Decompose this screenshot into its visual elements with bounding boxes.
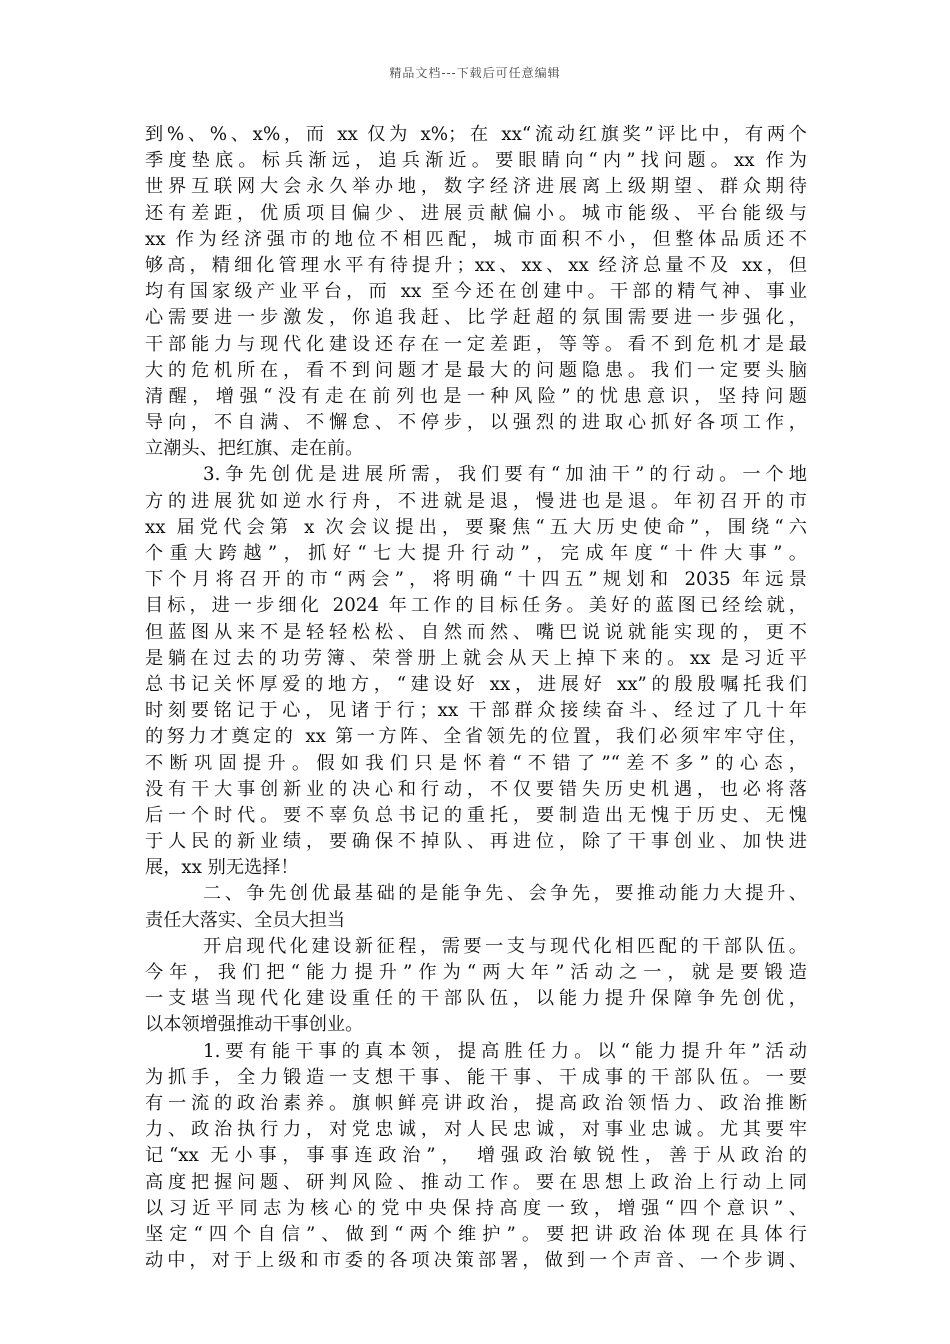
text-line: xx 作为经济强市的地位不相匹配，城市面积不小，但整体品质还不	[145, 228, 807, 250]
text-line: 后一个时代。要不辜负总书记的重托，要制造出无愧于历史、无愧	[145, 804, 807, 826]
text-line: 动中，对于上级和市委的各项决策部署，做到一个声音、一个步调、	[145, 1250, 807, 1272]
text-line: 展，xx 别无选择！	[145, 857, 299, 879]
text-line: 够高，精细化管理水平有待提升；xx、xx、xx 经济总量不及 xx，但	[145, 254, 807, 276]
text-line: 大的危机所在，看不到问题才是最大的问题隐患。我们一定要头脑	[145, 359, 807, 381]
text-line: 均有国家级产业平台，而 xx 至今还在创建中。干部的精气神、事业	[145, 281, 807, 303]
text-line: 二、争先创优最基础的是能争先、会争先，要推动能力大提升、	[203, 883, 807, 905]
text-line: 但蓝图从来不是轻轻松松、自然而然、嘴巴说说就能实现的，更不	[145, 621, 807, 643]
text-line: 1.要有能干事的真本领，提高胜任力。以“能力提升年”活动	[203, 1040, 807, 1062]
text-line: 干部能力与现代化建设还存在一定差距，等等。看不到危机才是最	[145, 333, 807, 355]
text-line: 心需要进一步激发，你追我赶、比学赶超的氛围需要进一步强化，	[145, 307, 807, 329]
text-line: 是躺在过去的功劳簿、荣誉册上就会从天上掉下来的。xx 是习近平	[145, 647, 807, 669]
text-line: 高度把握问题、研判风险、推动工作。要在思想上政治上行动上同	[145, 1171, 807, 1193]
text-line: 方的进展犹如逆水行舟，不进就是退，慢进也是退。年初召开的市	[145, 490, 807, 512]
text-line: 没有干大事创新业的决心和行动，不仅要错失历史机遇，也必将落	[145, 778, 807, 800]
text-line: 为抓手，全力锻造一支想干事、能干事、干成事的干部队伍。一要	[145, 1066, 807, 1088]
text-line: 到%、%、x%，而 xx 仅为 x%；在 xx“流动红旗奖”评比中，有两个	[145, 124, 807, 145]
text-line: 力、政治执行力，对党忠诚，对人民忠诚，对事业忠诚。尤其要牢	[145, 1119, 807, 1141]
text-line: 目标，进一步细化 2024 年工作的目标任务。美好的蓝图已经绘就，	[145, 595, 807, 617]
text-line: 记“xx 无小事，事事连政治”， 增强政治敏锐性，善于从政治的	[145, 1145, 807, 1167]
text-line: 时刻要铭记于心，见诸于行；xx 干部群众接续奋斗、经过了几十年	[145, 700, 807, 722]
text-line: 导向，不自满、不懈怠、不停步，以强烈的进取心抓好各项工作，	[145, 412, 807, 434]
text-line: 立潮头、把红旗、走在前。	[145, 438, 364, 460]
text-line: 以习近平同志为核心的党中央保持高度一致，增强“四个意识”、	[145, 1197, 807, 1219]
text-line: 以本领增强推动干事创业。	[145, 1014, 364, 1036]
text-line: xx 届党代会第 x 次会议提出，要聚焦“五大历史使命”，围绕“六	[145, 516, 807, 538]
text-line: 清醒，增强“没有走在前列也是一种风险”的忧患意识，坚持问题	[145, 385, 807, 407]
text-line: 总书记关怀厚爱的地方，“建设好 xx，进展好 xx”的殷殷嘱托我们	[145, 673, 807, 695]
text-line: 3.争先创优是进展所需，我们要有“加油干”的行动。一个地	[203, 464, 807, 486]
body-text	[145, 122, 807, 1274]
text-line: 世界互联网大会永久举办地，数字经济进展离上级期望、群众期待	[145, 176, 807, 198]
text-line: 还有差距，优质项目偏少、进展贡献偏小。城市能级、平台能级与	[145, 202, 807, 224]
text-line: 于人民的新业绩，要确保不掉队、再进位，除了干事创业、加快进	[145, 831, 807, 853]
text-line: 一支堪当现代化建设重任的干部队伍，以能力提升保障争先创优，	[145, 988, 807, 1010]
text-line: 今年，我们把“能力提升”作为“两大年”活动之一，就是要锻造	[145, 962, 807, 983]
text-line: 季度垫底。标兵渐远，追兵渐近。要眼睛向“内”找问题。xx 作为	[145, 150, 807, 172]
text-line: 下个月将召开的市“两会”，将明确“十四五”规划和 2035 年远景	[145, 569, 807, 591]
text-line: 的努力才奠定的 xx 第一方阵、全省领先的位置，我们必须牢牢守住，	[145, 726, 807, 748]
text-line: 开启现代化建设新征程，需要一支与现代化相匹配的干部队伍。	[203, 935, 807, 957]
text-line: 个重大跨越”，抓好“七大提升行动”，完成年度“十件大事”。	[145, 543, 807, 564]
text-line: 责任大落实、全员大担当	[145, 909, 346, 931]
page-header: 精品文档---下载后可任意编辑	[389, 66, 561, 80]
text-line: 有一流的政治素养。旗帜鲜亮讲政治，提高政治领悟力、政治推断	[145, 1092, 807, 1114]
text-line: 不断巩固提升。假如我们只是怀着“不错了”“差不多”的心态，	[145, 752, 807, 774]
text-line: 坚定“四个自信”、做到“两个维护”。要把讲政治体现在具体行	[145, 1223, 807, 1245]
